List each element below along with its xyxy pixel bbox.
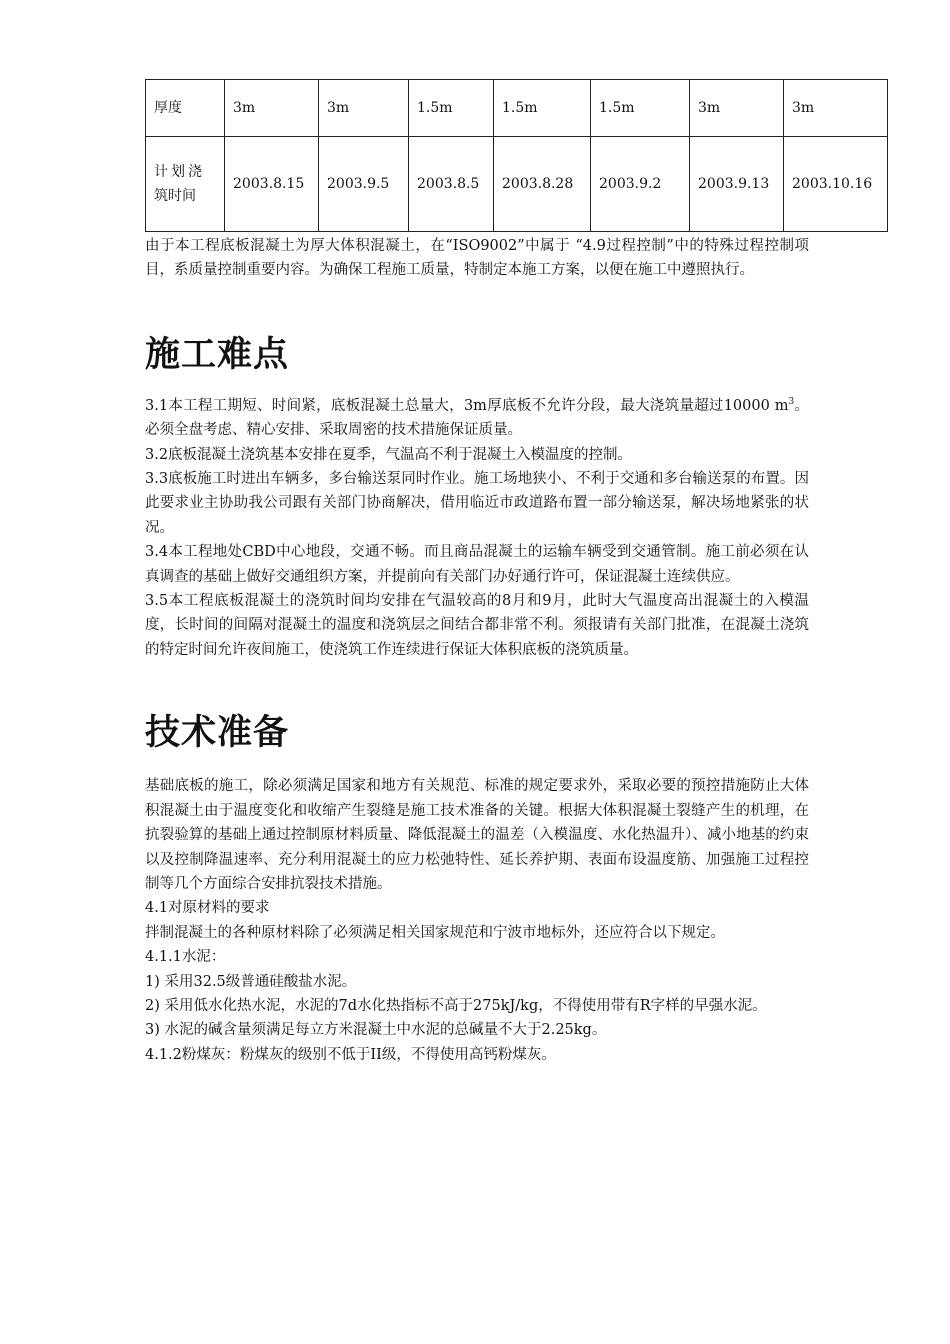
table-cell: 2003.9.2 xyxy=(591,137,690,232)
row-label-line: 筑时间 xyxy=(154,188,196,204)
document-page xyxy=(145,79,873,1067)
paragraph-3-5: 3.5本工程底板混凝土的浇筑时间均安排在气温较高的8月和9月，此时大气温度高出混凝土的入模温度，长时间的间隔对混凝土的温度和浇筑层之间结合都非常不利。须报请有关部门批准，在混凝土浇筑的特定时间允许夜间施工，使浇筑工作连续进行保证大体积底板的浇筑质量。 xyxy=(145,593,809,658)
paragraph-text: 。必须全盘考虑、精心安排、采取周密的技术措施保证质量。 xyxy=(145,397,809,439)
table-cell: 1.5m xyxy=(409,80,494,137)
intro-paragraph: 由于本工程底板混凝土为厚大体积混凝土，在“ISO9002”中属于 “4.9过程控制”中的特殊过程控制项目，系质量控制重要内容。为确保工程施工质量，特制定本施工方案，以便在施工中遵照执行。 xyxy=(145,238,809,279)
pour-schedule-table xyxy=(145,79,888,232)
paragraph-text: 3.1本工程工期短、时间紧，底板混凝土总量大，3m厚底板不允许分段，最大浇筑量超过10000 m xyxy=(145,397,789,414)
section-heading-technical-prep: 技术准备 xyxy=(145,713,290,754)
paragraph-tech-intro: 基础底板的施工，除必须满足国家和地方有关规范、标准的规定要求外，采取必要的预控措施防止大体积混凝土由于温度变化和收缩产生裂缝是施工技术准备的关键。根据大体积混凝土裂缝产生的机理，在抗裂验算的基础上通过控制原材料质量、降低混凝土的温差（入模温度、水化热温升）、减小地基的约束以及控制降温速率、充分利用混凝土的应力松弛特性、延长养护期、表面布设温度筋、加强施工过程控制等几个方面综合安排抗裂技术措施。 xyxy=(145,778,809,892)
table-cell: 3m xyxy=(784,80,888,137)
paragraph-3-3: 3.3底板施工时进出车辆多，多台输送泵同时作业。施工场地狭小、不利于交通和多台输送泵的布置。因此要求业主协助我公司跟有关部门协商解决，借用临近市政道路布置一部分输送泵，解决场地紧张的状况。 xyxy=(145,471,809,536)
table-cell: 1.5m xyxy=(494,80,591,137)
table-cell: 1.5m xyxy=(591,80,690,137)
table-cell: 2003.8.15 xyxy=(225,137,319,232)
table-cell: 2003.8.5 xyxy=(409,137,494,232)
paragraph-3-2: 3.2底板混凝土浇筑基本安排在夏季，气温高不利于混凝土入模温度的控制。 xyxy=(145,446,633,463)
table-cell: 2003.8.28 xyxy=(494,137,591,232)
table-cell: 2003.9.5 xyxy=(319,137,409,232)
paragraph-cement-2: 2) 采用低水化热水泥，水泥的7d水化热指标不高于275kJ/kg，不得使用带有R字样的早强水泥。 xyxy=(145,997,767,1014)
table-row-pour-date xyxy=(146,137,888,232)
paragraph-cement-3: 3) 水泥的碱含量须满足每立方米混凝土中水泥的总碱量不大于2.25kg。 xyxy=(145,1022,607,1039)
row-label-pour-date xyxy=(146,137,225,232)
table-cell: 2003.10.16 xyxy=(784,137,888,232)
paragraph-4-1: 4.1对原材料的要求 xyxy=(145,900,270,917)
table-cell: 2003.9.13 xyxy=(690,137,784,232)
paragraph-3-1 xyxy=(145,394,809,443)
paragraph-cement-1: 1) 采用32.5级普通硅酸盐水泥。 xyxy=(145,973,357,990)
row-label-thickness: 厚度 xyxy=(146,80,225,137)
paragraph-materials: 拌制混凝土的各种原材料除了必须满足相关国家规范和宁波市地标外，还应符合以下规定。 xyxy=(145,924,725,941)
paragraph-4-1-2: 4.1.2粉煤灰：粉煤灰的级别不低于II级，不得使用高钙粉煤灰。 xyxy=(145,1046,556,1063)
table-row-thickness xyxy=(146,80,888,137)
table-cell: 3m xyxy=(319,80,409,137)
section-heading-difficulties: 施工难点 xyxy=(145,334,290,375)
superscript: 3 xyxy=(788,396,795,407)
row-label-line: 计划浇 xyxy=(154,164,205,180)
paragraph-3-4: 3.4本工程地处CBD中心地段，交通不畅。而且商品混凝土的运输车辆受到交通管制。施工前必须在认真调查的基础上做好交通组织方案，并提前向有关部门办好通行许可，保证混凝土连续供应。 xyxy=(145,544,809,585)
paragraph-4-1-1: 4.1.1水泥： xyxy=(145,949,226,966)
table-cell: 3m xyxy=(225,80,319,137)
table-cell: 3m xyxy=(690,80,784,137)
